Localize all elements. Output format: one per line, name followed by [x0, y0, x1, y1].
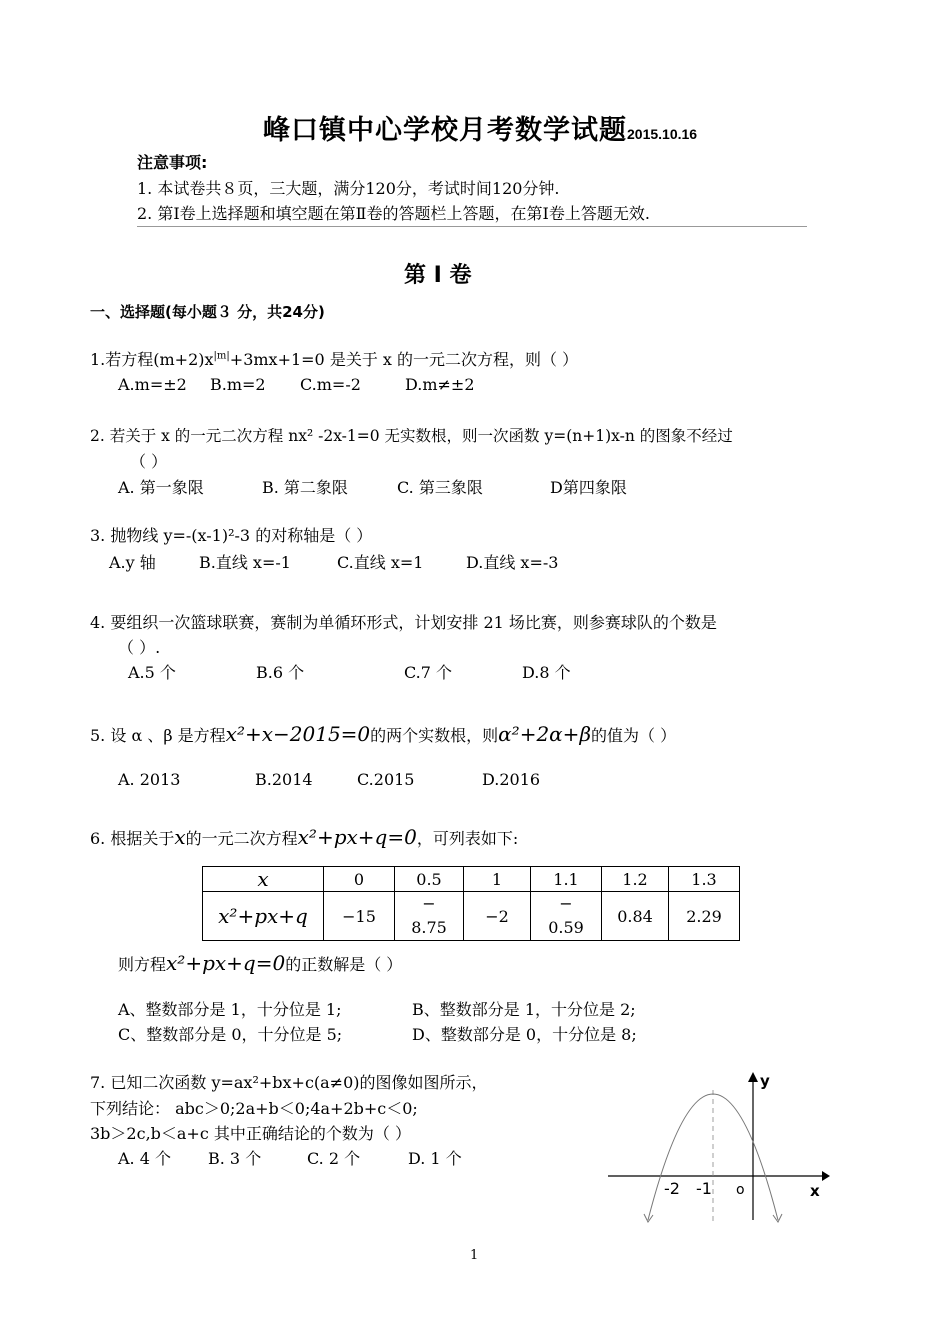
q6-follow-up — [118, 951, 402, 975]
q1-option-a: A.m=±2 — [118, 375, 187, 394]
q6-stem-a: 6. 根据关于 — [90, 829, 175, 848]
table-cell: x — [203, 867, 324, 892]
q4-option-b: B.6 个 — [256, 663, 305, 682]
q2-option-b: B. 第二象限 — [262, 478, 348, 497]
table-header-row — [203, 867, 740, 892]
q7-option-a: A. 4 个 — [118, 1149, 171, 1168]
notice-item-1: 1. 本试卷共８页，三大题，满分120分，考试时间120分钟. — [137, 179, 560, 198]
q6-stem-c: ，可列表如下: — [416, 829, 519, 848]
q2-option-a: A. 第一象限 — [118, 478, 204, 497]
x-axis-label: x — [810, 1182, 820, 1200]
question-2-line-2: （ ） — [130, 452, 168, 471]
table-cell: 1 — [464, 867, 531, 892]
q4-option-c: C.7 个 — [404, 663, 453, 682]
table-cell: 1.3 — [669, 867, 740, 892]
q5-option-d: D.2016 — [482, 770, 541, 789]
q6-equation: x²+px+q=0 — [297, 825, 417, 849]
q3-option-b: B.直线 x=-1 — [199, 553, 291, 572]
q6-follow-a: 则方程 — [118, 955, 167, 974]
q6-variable: x — [174, 825, 186, 849]
q6-follow-b: 的正数解是（ ） — [285, 955, 403, 974]
q5-option-b: B.2014 — [255, 770, 313, 789]
q5-equation: x²+x−2015=0 — [225, 722, 371, 746]
table-cell: −2 — [464, 892, 531, 941]
parabola-graph — [600, 1060, 840, 1230]
q7-option-d: D. 1 个 — [408, 1149, 462, 1168]
tick-label: -2 — [664, 1179, 680, 1198]
y-axis-arrow-icon — [748, 1072, 758, 1082]
question-1 — [90, 347, 578, 370]
q3-option-c: C.直线 x=1 — [337, 553, 424, 572]
q1-option-c: C.m=-2 — [300, 375, 361, 394]
question-4-line-2: （ ）. — [118, 638, 161, 657]
section-heading: 一、选择题(每小题３ 分，共24分) — [90, 303, 325, 321]
q6-option-b: B、整数部分是 1，十分位是 2; — [412, 1000, 636, 1019]
page-number: 1 — [470, 1248, 479, 1263]
title-text: 峰口镇中心学校月考数学试题 — [263, 115, 627, 146]
question-7-line-3: 3b＞2c,b＜a+c 其中正确结论的个数为（ ） — [90, 1124, 411, 1143]
exam-date: 2015.10.16 — [627, 126, 698, 142]
value-table — [202, 866, 740, 941]
notice-item-2: 2. 第Ⅰ卷上选择题和填空题在第Ⅱ卷的答题栏上答题，在第Ⅰ卷上答题无效. — [137, 204, 650, 223]
question-2-line-1: 2. 若关于 x 的一元二次方程 nx² -2x-1=0 无实数根，则一次函数 y=(n+1)x-n 的图象不经过 — [90, 427, 733, 445]
table-cell: − 0.59 — [531, 892, 602, 941]
q6-stem-b: 的一元二次方程 — [185, 829, 298, 848]
table-cell: x²+px+q — [203, 892, 324, 941]
table-cell: 2.29 — [669, 892, 740, 941]
question-3: 3. 抛物线 y=-(x-1)²-3 的对称轴是（ ） — [90, 526, 373, 545]
q5-option-c: C.2015 — [357, 770, 415, 789]
origin-label: o — [736, 1182, 745, 1198]
q6-option-d: D、整数部分是 0，十分位是 8; — [412, 1025, 637, 1044]
x-axis-arrow-icon — [822, 1171, 830, 1181]
q3-option-d: D.直线 x=-3 — [466, 553, 559, 572]
divider — [137, 226, 807, 227]
q3-option-a: A.y 轴 — [109, 553, 156, 572]
table-cell: 1.2 — [602, 867, 669, 892]
q1-stem-a: 1.若方程(m+2)x — [90, 350, 214, 369]
q4-option-a: A.5 个 — [128, 663, 176, 682]
q5-option-a: A. 2013 — [118, 770, 181, 789]
table-cell: −15 — [324, 892, 395, 941]
q7-option-c: C. 2 个 — [307, 1149, 361, 1168]
table-cell: 1.1 — [531, 867, 602, 892]
table-cell: − 8.75 — [395, 892, 464, 941]
q6-option-a: A、整数部分是 1，十分位是 1; — [118, 1000, 342, 1019]
q1-option-d: D.m≠±2 — [405, 375, 475, 394]
q4-option-d: D.8 个 — [522, 663, 571, 682]
table-cell: 0.84 — [602, 892, 669, 941]
q1-exponent: |m| — [213, 350, 230, 362]
y-axis-label: y — [760, 1072, 770, 1090]
q1-stem-b: +3mx+1=0 是关于 x 的一元二次方程，则（ ） — [229, 350, 579, 369]
table-cell: 0.5 — [395, 867, 464, 892]
question-5 — [90, 722, 676, 746]
q6-option-c: C、整数部分是 0，十分位是 5; — [118, 1025, 343, 1044]
notice-heading: 注意事项: — [137, 153, 208, 172]
tick-label: -1 — [696, 1179, 712, 1198]
q5-stem-b: 的两个实数根，则 — [370, 726, 499, 745]
q5-stem-c: 的值为（ ） — [591, 726, 677, 745]
q6-follow-equation: x²+px+q=0 — [166, 951, 286, 975]
q2-option-c: C. 第三象限 — [397, 478, 483, 497]
page-title — [263, 108, 697, 147]
q7-option-b: B. 3 个 — [208, 1149, 262, 1168]
question-4-line-1: 4. 要组织一次篮球联赛，赛制为单循环形式，计划安排 21 场比赛，则参赛球队的个数是 — [90, 613, 717, 632]
q2-option-d: D第四象限 — [550, 478, 627, 497]
table-cell: 0 — [324, 867, 395, 892]
question-7-line-1: 7. 已知二次函数 y=ax²+bx+c(a≠0)的图像如图所示， — [90, 1073, 488, 1092]
question-7-line-2: 下列结论： abc＞0;2a+b＜0;4a+2b+c＜0; — [90, 1099, 418, 1118]
volume-heading: 第 Ⅰ 卷 — [404, 263, 472, 288]
q5-stem-a: 5. 设 α 、β 是方程 — [90, 726, 226, 745]
q1-option-b: B.m=2 — [210, 375, 266, 394]
q5-expression: α²+2α+β — [498, 722, 592, 746]
table-row — [203, 892, 740, 941]
question-6 — [90, 825, 518, 849]
